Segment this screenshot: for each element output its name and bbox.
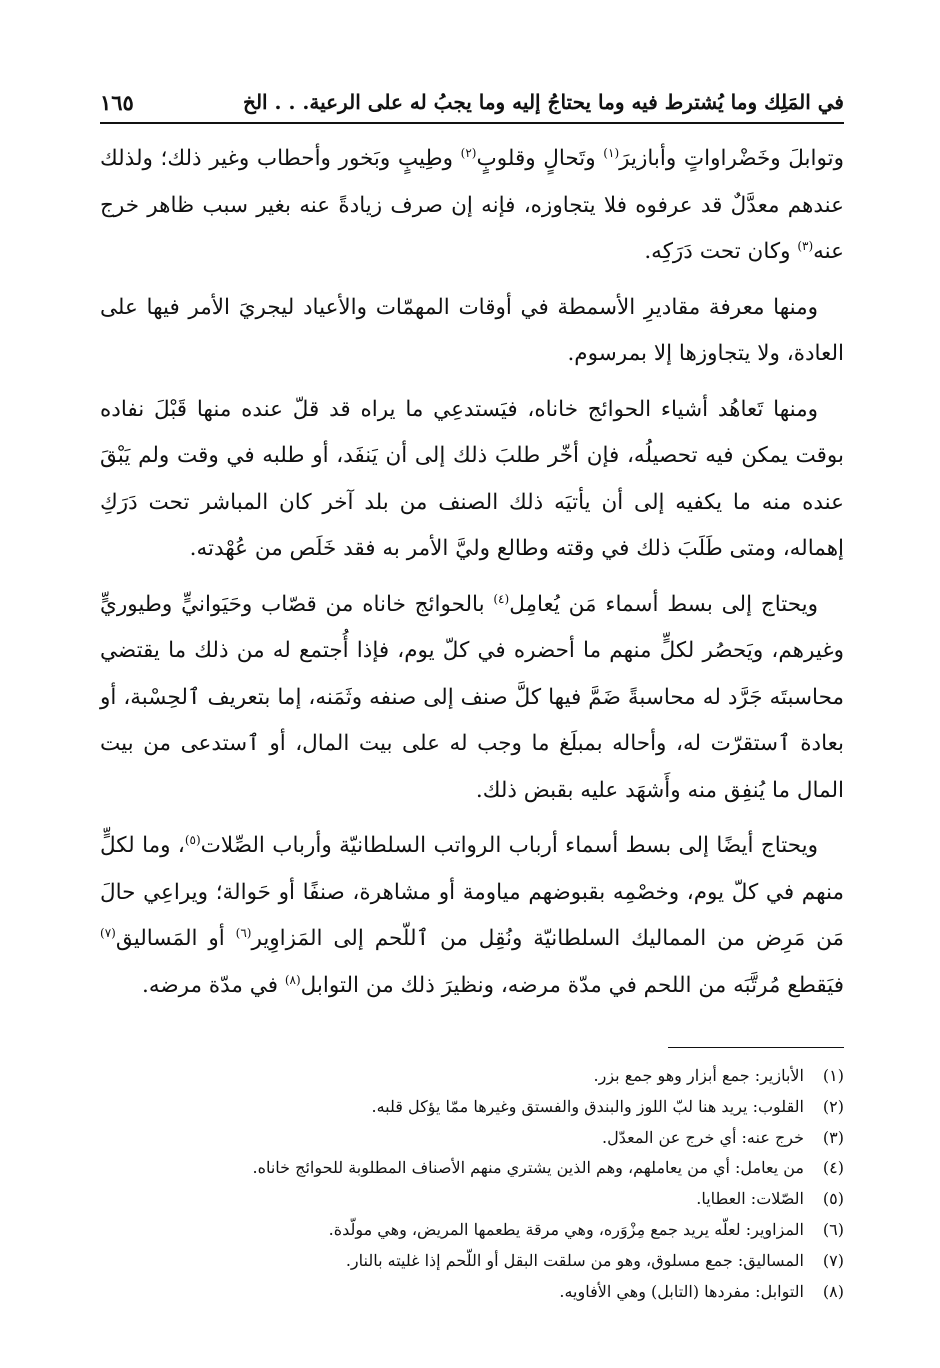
footnote-item [100, 1092, 844, 1123]
footnote-text: القلوب: يريد هنا لبّ اللوز والبندق والفستق وغيرها ممّا يؤكل قلبه. [371, 1096, 804, 1116]
footnote-item [100, 1277, 844, 1308]
footnotes-list [100, 1061, 844, 1307]
footnote-text: المساليق: جمع مسلوق، وهو من سلقت البقل أو اللّحم إذا غليته بالنار. [345, 1250, 804, 1270]
footnote-item [100, 1246, 844, 1277]
paragraph-text: ومنها تَعاهُد أشياء الحوائج خاناه، فيَستدعِي ما يراه قد قلّ عنده منها قَبْلَ نفاده بوقت يمكن فيه تحصيلُه، فإن أخّر طلبَ ذلك إلى أن يَنفَد، أو طلبه في وقت ولم يَبْقَ عنده منه ما يكفيه إلى أن يأتيَه ذلك الصنف من بلد آخر كان المباشر تحت دَرَكِ إهماله، ومتى طَلَبَ ذلك في وقته وطالع وليَّ الأمر به فقد خَلَص من عُهْدته. [100, 396, 844, 561]
footnote-reference[interactable]: (٨) [284, 972, 301, 987]
footnote-reference[interactable]: (٤) [493, 591, 510, 606]
body-paragraph [100, 285, 844, 378]
footnote-number: (١) [822, 1066, 844, 1085]
footnote-reference[interactable]: (٢) [460, 145, 477, 160]
footnote-reference[interactable]: (٣) [797, 238, 814, 253]
paragraph-text: وتوابلَ وخَضْراواتٍ وأبازيرَ [619, 146, 844, 171]
footnote-reference[interactable]: (٧) [100, 925, 116, 940]
footnote-text: الصّلات: العطايا. [696, 1189, 804, 1209]
footnote-number: (٤) [822, 1158, 844, 1178]
footnote-item [100, 1153, 844, 1184]
footnote-reference[interactable]: (١) [603, 145, 620, 160]
footnote-number: (٢) [822, 1096, 844, 1116]
footnote-number: (٥) [822, 1189, 844, 1209]
paragraph-text: بالحوائج خاناه من قصّاب وحَيَوانيٍّ وطيوريٍّ وغيرهم، ويَحصُر لكلٍّ منهم ما أحضره في كلّ يوم، فإذا أُجتمع له من ذلك ما يقتضي محاسبتَه جَرَّد له محاسبةً ضَمَّ فيها كلَّ صنف إلى صنفه وثَمَنه، إما بتعريف ٱلحِسْبة، أو بعادة ٱستقرّت له، وأحاله بمبلَغ ما وجب له على بيت المال، أو ٱستدعى من بيت المال ما يُنفِق منه وأَشهَد عليه بقبض ذلك. [100, 591, 844, 803]
footnote-item [100, 1123, 844, 1154]
footnote-separator [668, 1047, 844, 1048]
footnote-number: (٣) [822, 1127, 844, 1147]
footnote-text: من يعامل: أي من يعاملهم، وهم الذين يشتري منهم الأصناف المطلوبة للحوائج خاناه. [252, 1158, 804, 1178]
body-paragraph [100, 582, 844, 815]
page-number: ١٦٥ [100, 89, 134, 115]
body-paragraph [100, 136, 844, 276]
footnote-item [100, 1215, 844, 1246]
footnote-text: المزاوير: لعلّه يريد جمع مِزْوَره، وهي مرقة يطعمها المريض، وهي مولّدة. [328, 1219, 804, 1239]
body-paragraph [100, 387, 844, 573]
paragraph-text: وتَحالٍ وقلوبٍ [476, 146, 604, 171]
body-text [100, 136, 844, 1018]
paragraph-text: ويحتاج إلى بسط أسماء مَن يُعامِل [509, 591, 818, 617]
body-paragraph [100, 823, 844, 1009]
footnote-number: (٦) [822, 1219, 844, 1239]
footnote-reference[interactable]: (٥) [184, 832, 201, 847]
paragraph-text: في مدّة مرضه. [142, 972, 285, 998]
footnote-item [100, 1184, 844, 1215]
footnote-number: (٨) [822, 1281, 844, 1301]
paragraph-text: ومنها معرفة مقاديرِ الأسمطة في أوقات المهمّات والأعياد ليجريَ الأمر فيها على العادة، ولا يتجاوزها إلا بمرسوم. [100, 294, 844, 366]
paragraph-text: ويحتاج أيضًا إلى بسط أسماء أرباب الرواتب السلطانيّة وأرباب الصِّلات [200, 833, 818, 858]
paragraph-text: وطِيبٍ وبَخور وأحطاب وغير ذلك؛ ولذلك عندهم معدَّلٌ قد عرفوه فلا يتجاوزه، فإنه إن صرف زيادةً عنه بغير سبب ظاهر خرج عنه [100, 146, 844, 264]
page-header [100, 82, 844, 124]
footnote-number: (٧) [822, 1250, 844, 1270]
footnote-item [100, 1061, 844, 1092]
running-title: في المَلِك وما يُشترط فيه وما يحتاجُ إليه وما يجبُ له على الرعية. . . الخ [243, 90, 844, 114]
paragraph-text: وكان تحت دَرَكِه. [644, 239, 798, 264]
footnote-text: الأبازير: جمع أبزار وهو جمع بزر. [593, 1066, 804, 1085]
footnote-text: التوابل: مفردها (التابل) وهي الأفاويه. [559, 1281, 804, 1301]
paragraph-text: ، وما لكلٍّ منهم في كلّ يوم، وخصْمِه بقبوضهم مياومة أو مشاهرة، صنفًا أو حَوالة؛ ويراعِي حالَ مَن مَرِض من المماليك السلطانيّة ونُقِل من ٱللّحم إلى المَزاوِير [100, 833, 844, 951]
paragraph-text: أو المَساليق [115, 926, 236, 951]
footnote-reference[interactable]: (٦) [235, 925, 252, 940]
paragraph-text: فيَقطع مُرتَّبَه من اللحم في مدّة مرضه، ونظيرَ ذلك من التوابل [300, 972, 844, 998]
footnote-text: خرج عنه: أي خرج عن المعدّل. [602, 1127, 804, 1147]
